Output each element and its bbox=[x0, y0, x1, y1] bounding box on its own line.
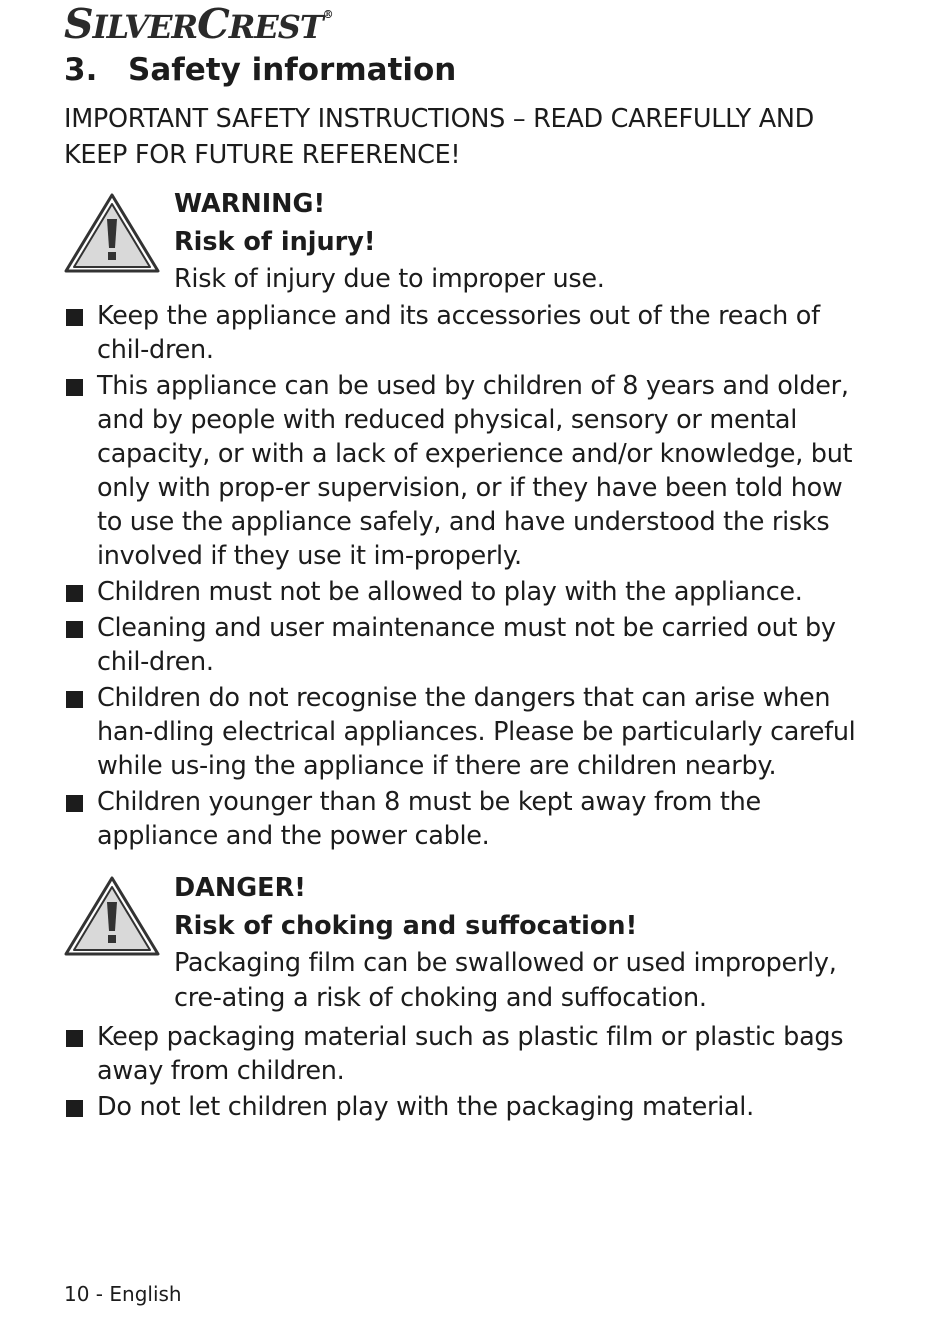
list-item bbox=[0, 611, 867, 679]
brand-logo bbox=[64, 0, 333, 48]
page-footer: 10 - English bbox=[64, 1282, 182, 1306]
list-item-text: Children do not recognise the dangers that can arise when han-dling electrical appliances. Please be particularly careful while us-ing the appliance if there are children nearby. bbox=[97, 683, 856, 781]
list-item bbox=[0, 575, 867, 609]
list-item-text: Do not let children play with the packaging material. bbox=[97, 1092, 754, 1122]
bullet-square-icon bbox=[66, 585, 83, 602]
danger-label: DANGER! bbox=[174, 873, 306, 903]
bullet-square-icon bbox=[66, 795, 83, 812]
list-item-text: Keep the appliance and its accessories out of the reach of chil-dren. bbox=[97, 301, 820, 365]
list-item bbox=[0, 369, 867, 573]
bullet-square-icon bbox=[66, 309, 83, 326]
danger-text: Packaging film can be swallowed or used improperly, cre-ating a risk of choking and suffocation. bbox=[174, 948, 837, 1013]
danger-bullet-list bbox=[0, 1020, 867, 1126]
section-title bbox=[64, 52, 456, 88]
list-item bbox=[0, 681, 867, 783]
section-number: 3. bbox=[64, 52, 98, 88]
bullet-square-icon bbox=[66, 1100, 83, 1117]
logo-initial-s: S bbox=[64, 0, 93, 48]
list-item bbox=[0, 785, 867, 853]
section-title-text: Safety information bbox=[128, 52, 457, 88]
list-item-text: Children younger than 8 must be kept away from the appliance and the power cable. bbox=[97, 787, 761, 851]
list-item-text: Cleaning and user maintenance must not be carried out by chil-dren. bbox=[97, 613, 836, 677]
bullet-square-icon bbox=[66, 379, 83, 396]
logo-rest-rest: REST bbox=[228, 8, 323, 46]
warning-heading: Risk of injury! bbox=[174, 227, 376, 257]
list-item-text: Children must not be allowed to play with the appliance. bbox=[97, 577, 803, 607]
warning-label: WARNING! bbox=[174, 189, 326, 219]
bullet-square-icon bbox=[66, 691, 83, 708]
list-item bbox=[0, 299, 867, 367]
warning-text: Risk of injury due to improper use. bbox=[174, 264, 605, 294]
list-item bbox=[0, 1090, 867, 1124]
danger-triangle-icon bbox=[64, 876, 160, 956]
intro-text: IMPORTANT SAFETY INSTRUCTIONS – READ CAREFULLY AND KEEP FOR FUTURE REFERENCE! bbox=[64, 104, 815, 170]
bullet-square-icon bbox=[66, 621, 83, 638]
logo-initial-c: C bbox=[197, 0, 229, 48]
logo-rest-ilver: ILVER bbox=[92, 8, 198, 46]
registered-mark: ® bbox=[322, 8, 333, 21]
list-item-text: This appliance can be used by children of 8 years and older, and by people with reduced physical, sensory or mental capacity, or with a lack of experience and/or knowledge, but only with prop-er supervision, or if they have been told how to use the appliance safely, and have understood the risks involved if they use it im-properly. bbox=[97, 371, 853, 571]
list-item-text: Keep packaging material such as plastic film or plastic bags away from children. bbox=[97, 1022, 844, 1086]
warning-triangle-icon bbox=[64, 193, 160, 273]
list-item bbox=[0, 1020, 867, 1088]
warning-bullet-list bbox=[0, 299, 867, 855]
bullet-square-icon bbox=[66, 1030, 83, 1047]
danger-heading: Risk of choking and suffocation! bbox=[174, 911, 638, 941]
